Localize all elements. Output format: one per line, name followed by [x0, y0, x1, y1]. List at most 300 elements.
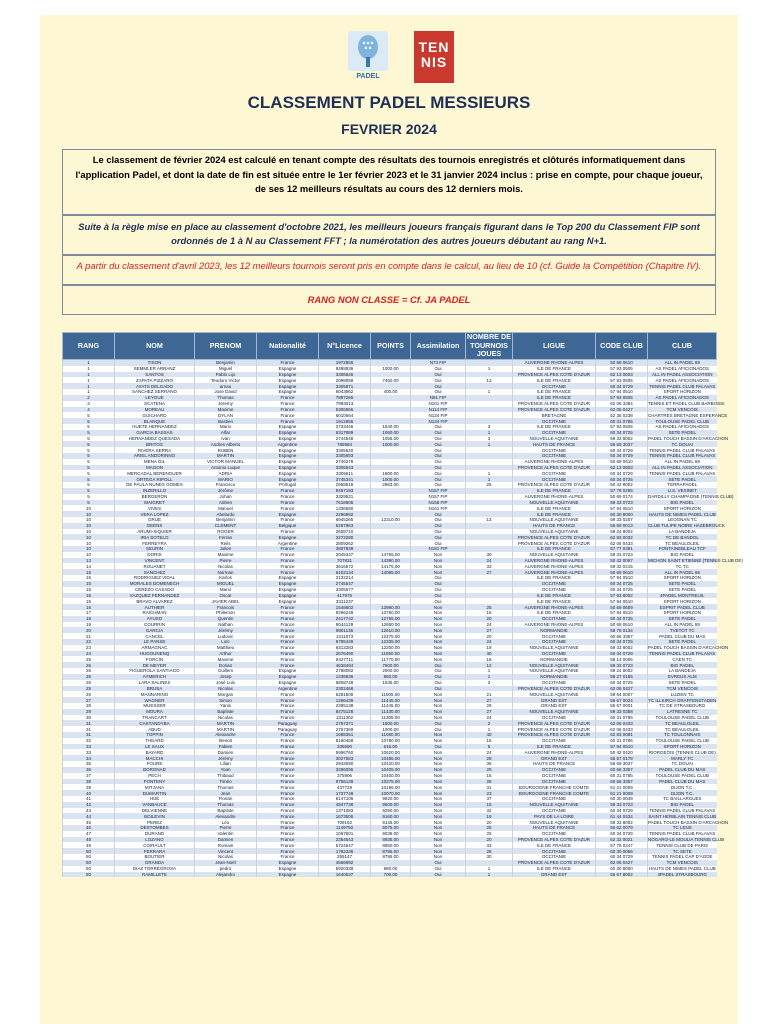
table-cell: 60 34 0729 [596, 808, 648, 814]
table-cell: Non [411, 563, 466, 569]
table-cell: Oui [411, 674, 466, 680]
table-cell: 50 69 0610 [596, 622, 648, 628]
table-cell: PROVENCE ALPES COTE D'AZUR [513, 465, 596, 471]
table-cell: 5 [63, 465, 115, 471]
table-cell: 60 31 0785 [596, 738, 648, 744]
table-cell: 26 [63, 674, 115, 680]
table-cell: 62 06 0427 [596, 860, 648, 866]
table-cell: ESPRIT PADEL CLUB [648, 604, 717, 610]
table-cell: France [257, 418, 319, 424]
table-cell: OCCITANIE [513, 808, 596, 814]
table-cell: PROVENCE ALPES COTE D'AZUR [513, 720, 596, 726]
table-cell: 2744548 [319, 436, 371, 442]
table-cell: 57 94 0510 [596, 610, 648, 616]
table-cell: Non [411, 715, 466, 721]
table-cell: CHARTRES BRETAGNE ESPERANCE [648, 412, 728, 418]
table-cell: Philemon [195, 610, 257, 616]
table-row [63, 645, 717, 651]
table-cell: 30 [466, 854, 513, 860]
table-cell: ILE DE FRANCE [513, 610, 596, 616]
table-cell: OCCITANIE [513, 616, 596, 622]
table-cell: Josep [195, 674, 257, 680]
table-cell: 57 77 0391 [596, 546, 648, 552]
table-cell: BAYARD [115, 749, 195, 755]
table-cell: Oui [411, 441, 466, 447]
table-cell: COURRIN [115, 622, 195, 628]
table-cell: Oui [411, 593, 466, 599]
table-cell: 1792336 [319, 848, 371, 854]
table-cell: RIVERA SERRA [115, 447, 195, 453]
unranked-note [62, 285, 716, 315]
table-cell: 16 [63, 604, 115, 610]
table-cell: France [257, 691, 319, 697]
table-cell: 50 69 0609 [596, 604, 648, 610]
table-cell: N114 FIP [411, 407, 466, 413]
table-cell: 6102134 [319, 569, 371, 575]
table-cell: AUVERGNE RHONE-ALPES [513, 749, 596, 755]
table-cell: 33 [466, 563, 513, 569]
table-cell: 1000.00 [371, 366, 411, 372]
table-cell: France [257, 517, 319, 523]
table-cell: SETE PADEL [648, 616, 717, 622]
table-cell: 62 13 0603 [596, 465, 648, 471]
table-cell: MOREAU [115, 407, 195, 413]
table-cell: 60 34 0725 [596, 476, 648, 482]
table-row [63, 802, 717, 808]
table-cell: Julien [195, 546, 257, 552]
table-cell: TENNIS PADEL CLUB PALAVAS [649, 470, 716, 476]
table-cell: Oui [411, 668, 466, 674]
table-cell: France [257, 796, 319, 802]
table-cell: 1737748 [319, 790, 371, 796]
table-cell: Espagne [257, 476, 319, 482]
table-cell: BIG PADEL [648, 662, 717, 668]
table-cell: 28 [63, 703, 115, 709]
table-cell: 57 93 0505 [596, 424, 648, 430]
table-cell: AUVERGNE RHONE-ALPES [513, 494, 596, 500]
table-cell: Pierre [195, 558, 257, 564]
table-cell: 1 [466, 872, 513, 878]
table-cell: Norman [195, 569, 257, 575]
table-cell: ALL IN PADEL ASSOCIATION [648, 465, 717, 471]
table-cell: DESTOMBES [115, 825, 195, 831]
table-cell: OCCITANIE [513, 447, 596, 453]
table-cell: 10780.00 [371, 738, 411, 744]
table-cell: Miguel [195, 366, 257, 372]
table-cell: 24 [466, 622, 513, 628]
table-cell: TENNIS PADEL CLUB PALAVAS [649, 831, 716, 837]
col-header: NOM [115, 333, 195, 360]
table-row [63, 680, 717, 686]
table-cell: 10 [63, 546, 115, 552]
table-cell: France [257, 395, 319, 401]
table-cell: TC DOUAI [648, 761, 717, 767]
table-cell: SAINT HERBLAIN TENNIS CLUB [648, 813, 717, 819]
table-cell: 2608710 [319, 529, 371, 535]
table-cell: France [257, 749, 319, 755]
table-cell: MERCADAL BERENGUER [115, 470, 195, 476]
table-cell: Alexandre [195, 732, 257, 738]
table-cell: PEREZ [115, 819, 195, 825]
table-cell: TENNIS PADEL CLUB PALAVAS [649, 807, 716, 813]
table-cell: SPORT HORIZON [648, 505, 717, 511]
table-cell: 5996760 [319, 749, 371, 755]
table-cell: 10195.00 [371, 784, 411, 790]
table-cell: 12310.00 [371, 517, 411, 523]
table-cell: 57 93 8002 [596, 593, 648, 599]
table-row [63, 703, 717, 709]
table-cell: Non [411, 610, 466, 616]
table-cell: 59 24 8002 [596, 529, 648, 535]
table-cell: 2296992 [319, 511, 371, 517]
table-cell: 10 [63, 534, 115, 540]
table-cell: N101 FIP [411, 401, 466, 407]
table-cell: 31 [63, 732, 115, 738]
table-cell: BIG PADEL [648, 552, 717, 558]
table-cell: Non [411, 616, 466, 622]
table-cell: GRAND EST [513, 755, 596, 761]
table-cell: U.S. VESINET [648, 488, 717, 494]
table-cell: Guillem [195, 668, 257, 674]
table-cell: Ferran [195, 534, 257, 540]
table-cell: TENNIS ET PADEL CLUB BARBOSSI [648, 401, 725, 407]
table-cell: Benoit [195, 738, 257, 744]
table-cell: Jérémy [195, 627, 257, 633]
table-cell: Ludovic [195, 633, 257, 639]
table-row [63, 627, 717, 633]
table-row [63, 639, 717, 645]
table-cell: ILE DE FRANCE [513, 546, 596, 552]
table-cell: 62 06 3384 [596, 401, 648, 407]
table-row [63, 848, 717, 854]
table-cell: SANCHEZ SERRANO [115, 389, 195, 395]
table-cell: BOUTIER [115, 854, 195, 860]
table-cell: DARDILLY CHAMPAGNE (TENNIS CLUB) [648, 494, 734, 500]
table-cell: Baptiste [195, 709, 257, 715]
table-cell: LARA SALINES [115, 680, 195, 686]
table-cell: Oui [411, 587, 466, 593]
table-row [63, 790, 717, 796]
table-row [63, 668, 717, 674]
table-cell: N157 FIP [411, 488, 466, 494]
table-cell: HAUTS DE FRANCE [513, 523, 596, 529]
table-row [63, 697, 717, 703]
table-cell: France [257, 627, 319, 633]
table-cell: Non [411, 779, 466, 785]
table-cell: Yanis [195, 703, 257, 709]
table-cell: ROUANET [115, 563, 195, 569]
table-cell: CLUB TULIPE NOIRE HAZEBROUCK [648, 523, 725, 529]
table-cell: PROVENCE ALPES COTE D'AZUR [513, 837, 596, 843]
table-cell: 1548602 [319, 604, 371, 610]
table-cell: 11505.00 [371, 691, 411, 697]
table-cell: 14 [63, 563, 115, 569]
table-cell: 55 67 0001 [596, 703, 648, 709]
table-cell: 1311302 [319, 715, 371, 721]
table-cell: Espagne [257, 465, 319, 471]
table-cell: DE MEYER [115, 662, 195, 668]
table-cell: 3305611 [319, 470, 371, 476]
table-cell: 5267963 [319, 523, 371, 529]
table-cell: 19 [63, 622, 115, 628]
table-cell: TC BEAULOLEIL [648, 720, 717, 726]
table-cell: Non [411, 854, 466, 860]
table-cell: 3305620 [319, 447, 371, 453]
table-cell: Nicolas [195, 686, 257, 692]
table-row [63, 430, 717, 436]
table-cell: Oui [411, 726, 466, 732]
table-cell: 2746278 [319, 459, 371, 465]
table-cell: 59 33 0723 [596, 802, 648, 808]
table-row [63, 563, 717, 569]
table-cell: GUICHARD [115, 412, 195, 418]
table-cell: Oui [411, 540, 466, 546]
table-cell: 10620.00 [371, 749, 411, 755]
table-row [63, 825, 717, 831]
table-cell: Mario [195, 424, 257, 430]
table-cell: France [257, 651, 319, 657]
table-cell: Oui [411, 720, 466, 726]
table-cell: DELVIENNE [115, 808, 195, 814]
table-cell: HAUTS DE NIMES PADEL CLUB [648, 511, 716, 517]
table-cell: 60 31 0785 [596, 418, 648, 424]
table-cell: 1000.00 [371, 726, 411, 732]
table-cell: 10 [63, 529, 115, 535]
table-cell: France [257, 569, 319, 575]
table-cell: 60 30 0049 [596, 796, 648, 802]
table-cell: 700.00 [371, 872, 411, 878]
table-cell: France [257, 407, 319, 413]
table-cell: N73 FIP [411, 360, 466, 366]
table-cell: TC DOUAI [648, 441, 717, 447]
table-cell: France [257, 779, 319, 785]
table-row [63, 552, 717, 558]
table-cell: WAGNER [115, 697, 195, 703]
table-cell: 12 [466, 662, 513, 668]
table-cell: 15 [63, 593, 115, 599]
table-cell: Pierre [195, 825, 257, 831]
table-cell: Oui [411, 459, 466, 465]
table-cell: Lilian [195, 761, 257, 767]
table-row [63, 831, 717, 837]
table-cell: TENNIS PADEL CLUB PALAVAS [649, 383, 716, 389]
table-cell: 59 33 0723 [596, 662, 648, 668]
table-cell: 5 [63, 459, 115, 465]
table-cell: France [257, 622, 319, 628]
table-cell: 62 06 0427 [596, 686, 648, 692]
table-cell: PROVENCE ALPES COTE D'AZUR [513, 401, 596, 407]
table-cell: Non [411, 627, 466, 633]
table-cell: 60 34 0729 [596, 854, 648, 860]
table-cell: 52 35 0238 [596, 412, 648, 418]
table-row [63, 872, 717, 878]
table-cell: AYATS DELGADO [115, 383, 195, 389]
table-cell: ILE DE FRANCE [513, 389, 596, 395]
table-cell: OCCITANIE [513, 418, 596, 424]
table-cell: Jérémy [195, 755, 257, 761]
table-cell: LEOGNAN TC [648, 517, 717, 523]
table-cell: 50 69 0610 [596, 360, 648, 366]
table-cell: 24 [466, 749, 513, 755]
table-cell: OCCITANIE [513, 430, 596, 436]
table-cell: 2329531 [319, 494, 371, 500]
table-cell: Espagne [257, 470, 319, 476]
table-cell: 5306966 [319, 407, 371, 413]
col-header: CLUB [648, 333, 717, 360]
table-cell: 1371083 [319, 808, 371, 814]
table-row [63, 424, 717, 430]
table-cell: 12200.00 [371, 645, 411, 651]
table-row [63, 569, 717, 575]
table-row [63, 819, 717, 825]
table-cell: 43 [63, 808, 115, 814]
table-row [63, 674, 717, 680]
table-cell: 2098059 [319, 377, 371, 383]
table-row [63, 744, 717, 750]
table-cell: 4638494 [319, 662, 371, 668]
table-cell: SPORT HORIZON [648, 598, 717, 604]
table-cell: 60 34 0725 [596, 587, 648, 593]
table-cell: Espagne [257, 430, 319, 436]
table-cell: Francisco [195, 482, 257, 488]
table-cell: Non [411, 645, 466, 651]
table-cell: 3296095 [319, 767, 371, 773]
table-cell: 6043962 [319, 389, 371, 395]
page-subtitle: FEVRIER 2024 [341, 121, 437, 137]
table-cell: Espagne [257, 447, 319, 453]
table-cell: 9500.00 [371, 802, 411, 808]
table-cell: Espagne [257, 459, 319, 465]
table-row [63, 366, 717, 372]
table-cell: 50 42 0097 [596, 558, 648, 564]
table-cell: FORCIN [115, 656, 195, 662]
table-cell: PADEL CLUB DU MAS [648, 633, 717, 639]
table-cell: 59 33 8002 [596, 436, 648, 442]
table-cell: Non [411, 848, 466, 854]
table-cell: MARIO [195, 476, 257, 482]
table-cell: France [257, 494, 319, 500]
table-cell: OCCITANIE [513, 587, 596, 593]
table-cell: NOUVELLE AQUITAINE [513, 529, 596, 535]
table-cell: Jose David [195, 389, 257, 395]
table-cell: Valentin [195, 831, 257, 837]
table-cell: 5 [63, 453, 115, 459]
table-cell: Non [411, 569, 466, 575]
table-cell: 31 [63, 726, 115, 732]
table-cell: 33 [63, 744, 115, 750]
table-cell: MARTIN [195, 720, 257, 726]
table-cell: PROVENCE ALPES COTE D'AZUR [513, 860, 596, 866]
table-cell: 39 [63, 784, 115, 790]
table-row [63, 761, 717, 767]
table-cell: Oui [411, 389, 466, 395]
table-cell: ILE DE FRANCE [513, 488, 596, 494]
table-cell: Non [411, 709, 466, 715]
table-cell: Espagne [257, 377, 319, 383]
table-cell: 12755.00 [371, 616, 411, 622]
table-cell: 1266439 [319, 697, 371, 703]
table-cell: NORMANDIE [513, 656, 596, 662]
table-cell: 2676490 [319, 651, 371, 657]
table-cell: 30 [466, 552, 513, 558]
table-row [63, 470, 717, 476]
table-cell: Oui [411, 372, 466, 378]
table-cell: 2045337 [319, 552, 371, 558]
table-cell: 50 [63, 854, 115, 860]
table-cell: Reils [195, 540, 257, 546]
table-cell: France [257, 546, 319, 552]
table-cell: Matthieu [195, 645, 257, 651]
table-cell: Francois [195, 604, 257, 610]
table-row [63, 610, 717, 616]
table-cell: 14765.00 [371, 552, 411, 558]
unranked-note-text: RANG NON CLASSE = Cf. JA PADEL [307, 294, 471, 305]
col-header: N°Licence [319, 333, 371, 360]
table-cell: 27 [466, 627, 513, 633]
table-cell: 1 [63, 383, 115, 389]
table-cell: Paraguay [257, 720, 319, 726]
table-cell: OCCITANIE [513, 767, 596, 773]
table-cell: Damien [195, 837, 257, 843]
table-cell: 11445.00 [371, 703, 411, 709]
table-cell: ARMAGNAC [115, 645, 195, 651]
table-row [63, 616, 717, 622]
table-cell: BERGERON [115, 494, 195, 500]
table-row [63, 773, 717, 779]
table-cell: 10 [63, 505, 115, 511]
table-cell: 57 93 0505 [596, 395, 648, 401]
table-row [63, 755, 717, 761]
table-cell: SEURIN [115, 546, 195, 552]
table-cell: 4PADEL STRASBOURG [648, 872, 717, 878]
table-cell: Espagne [257, 598, 319, 604]
table-cell: 56 59 0013 [596, 523, 648, 529]
table-cell: Oui [411, 377, 466, 383]
table-cell: France [257, 633, 319, 639]
table-cell: Non [411, 697, 466, 703]
table-cell: EVREUX ALM [648, 674, 717, 680]
table-cell: 50 42 0420 [596, 749, 648, 755]
table-cell: 12475.00 [371, 633, 411, 639]
table-cell: Jean-Noël [195, 860, 257, 866]
table-cell: France [257, 842, 319, 848]
table-cell: France [257, 790, 319, 796]
table-cell: 1500.00 [371, 720, 411, 726]
table-cell: Oui [411, 598, 466, 604]
table-cell: 60 66 3357 [596, 779, 648, 785]
table-cell: RAMILLETE [115, 872, 195, 878]
table-cell: 11445.00 [371, 697, 411, 703]
table-cell: ILE DE FRANCE [513, 505, 596, 511]
table-cell: FONTAINEBLEAU TCF [648, 546, 717, 552]
table-cell: 11430.00 [371, 709, 411, 715]
table-cell: 12335.00 [371, 639, 411, 645]
table-cell: Oui [411, 575, 466, 581]
table-row [63, 738, 717, 744]
table-cell: SEMMLER ARRANZ [115, 366, 195, 372]
table-cell: BOURGOGNE FRANCHE COMTE [513, 790, 596, 796]
table-cell: 29 [466, 767, 513, 773]
table-cell: 49 [63, 842, 115, 848]
table-cell: 10070.00 [371, 790, 411, 796]
table-cell: SETE PADEL [648, 587, 717, 593]
table-cell: 1 [466, 441, 513, 447]
table-cell: DIAZ TORREGROSA [115, 866, 195, 872]
table-cell: GARCIA [115, 627, 195, 633]
table-cell: France [257, 639, 319, 645]
table-cell: THEARD [115, 738, 195, 744]
table-cell: Non [411, 622, 466, 628]
